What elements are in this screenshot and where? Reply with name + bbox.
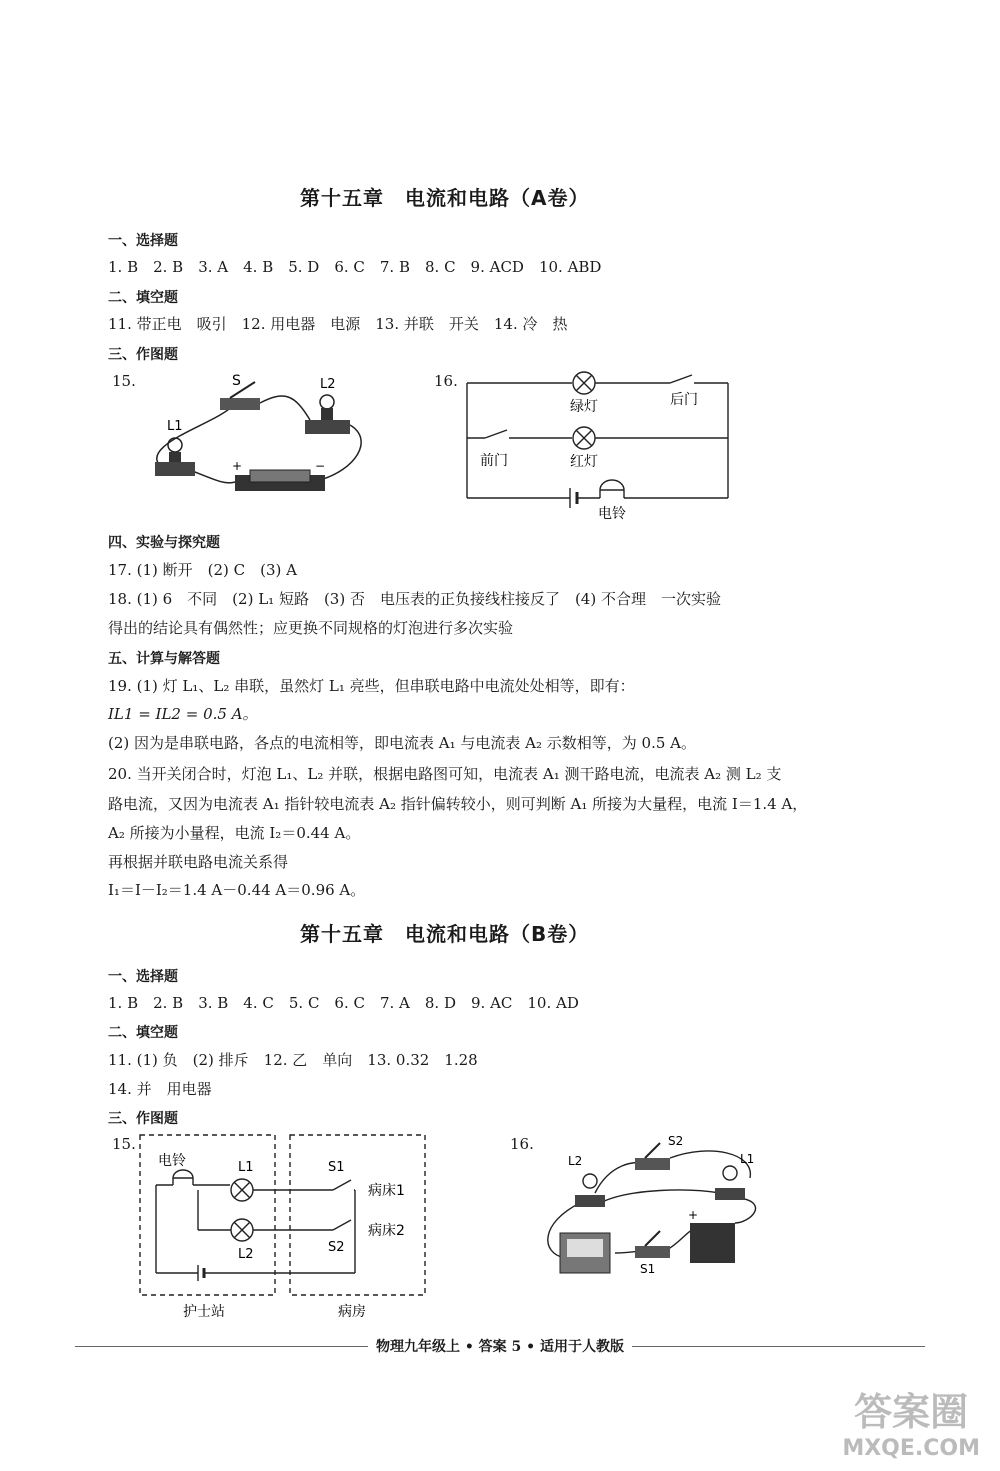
section-heading: 二、填空题 [108, 290, 178, 306]
label-plus: + [688, 1208, 699, 1222]
answer-line: I₁＝I－I₂＝1.4 A－0.44 A＝0.96 A。 [108, 881, 366, 899]
label-l2: L2 [238, 1247, 254, 1262]
section-heading: 二、填空题 [108, 1025, 178, 1041]
chapter-title-a: 第十五章 电流和电路（A卷） [300, 186, 590, 210]
footer-text: 物理九年级上 • 答案 5 • 适用于人教版 [368, 1339, 632, 1355]
answer-line: 11. 带正电 吸引 12. 用电器 电源 13. 并联 开关 14. 冷 热 [108, 315, 568, 333]
label-bell: 电铃 [158, 1153, 186, 1169]
section-heading: 五、计算与解答题 [108, 651, 220, 667]
answer-line: 14. 并 用电器 [108, 1080, 212, 1098]
question-number: 15. [112, 372, 136, 390]
label-l1: L1 [740, 1152, 755, 1166]
section-heading: 三、作图题 [108, 347, 178, 363]
question-number: 16. [510, 1135, 534, 1153]
watermark-top: 答案圈 [854, 1390, 969, 1434]
question-number: 15. [112, 1135, 136, 1153]
label-s2: S2 [328, 1240, 345, 1255]
label-l1: L1 [167, 419, 183, 434]
label-s1: S1 [328, 1160, 345, 1175]
label-l2: L2 [568, 1154, 583, 1168]
label-minus: − [315, 459, 326, 473]
watermark-bottom: MXQE.COM [842, 1436, 980, 1461]
answer-line: 17. (1) 断开 (2) C (3) A [108, 561, 297, 579]
section-heading: 一、选择题 [108, 969, 178, 985]
label-ward: 病房 [338, 1304, 366, 1320]
answer-line: A₂ 所接为小量程，电流 I₂＝0.44 A。 [108, 824, 361, 842]
circuit-figure-a15 [135, 370, 375, 500]
circuit-figure-b16 [540, 1133, 780, 1293]
watermark-logo [842, 1381, 980, 1461]
label-switch-s: S [232, 373, 241, 389]
label-bed1: 病床1 [368, 1183, 405, 1199]
answer-line: (2) 因为是串联电路，各点的电流相等，即电流表 A₁ 与电流表 A₂ 示数相等，为 0.5 A。 [108, 734, 697, 752]
label-nurse-station: 护士站 [183, 1304, 225, 1320]
label-red-lamp: 红灯 [570, 454, 598, 470]
section-heading: 三、作图题 [108, 1111, 178, 1127]
label-l2: L2 [320, 377, 336, 392]
label-s1: S1 [640, 1262, 656, 1276]
answer-line: IL1 = IL2 = 0.5 A。 [108, 705, 258, 723]
label-bed2: 病床2 [368, 1223, 405, 1239]
answer-line: 1. B 2. B 3. A 4. B 5. D 6. C 7. B 8. C 9. ACD 10. ABD [108, 258, 602, 276]
answer-line: 20. 当开关闭合时，灯泡 L₁、L₂ 并联，根据电路图可知，电流表 A₁ 测干路电流，电流表 A₂ 测 L₂ 支 [108, 765, 782, 783]
section-heading: 一、选择题 [108, 233, 178, 249]
answer-line: 再根据并联电路电流关系得 [108, 853, 289, 871]
label-s2: S2 [668, 1134, 684, 1148]
answer-line: 18. (1) 6 不同 (2) L₁ 短路 (3) 否 电压表的正负接线柱接反了 (4) 不合理 一次实验 [108, 590, 721, 608]
label-front-door: 前门 [480, 453, 508, 469]
answer-line: 19. (1) 灯 L₁、L₂ 串联，虽然灯 L₁ 亮些，但串联电路中电流处处相等，即有： [108, 677, 635, 695]
circuit-figure-b15 [138, 1133, 438, 1323]
label-green-lamp: 绿灯 [570, 399, 598, 415]
label-bell: 电铃 [598, 506, 626, 522]
section-heading: 四、实验与探究题 [108, 535, 220, 551]
answer-line: 11. (1) 负 (2) 排斥 12. 乙 单向 13. 0.32 1.28 [108, 1051, 478, 1069]
label-back-door: 后门 [670, 392, 698, 408]
answer-line: 得出的结论具有偶然性；应更换不同规格的灯泡进行多次实验 [108, 619, 514, 637]
question-number: 16. [434, 372, 458, 390]
label-plus: + [232, 459, 243, 473]
chapter-title-b: 第十五章 电流和电路（B卷） [300, 922, 590, 946]
circuit-figure-a16 [460, 368, 740, 523]
answer-line: 路电流，又因为电流表 A₁ 指针较电流表 A₂ 指针偏转较小，则可判断 A₁ 所接为大量程，电流 I＝1.4 A， [108, 795, 808, 813]
label-l1: L1 [238, 1160, 254, 1175]
page-footer [0, 1336, 1000, 1356]
answer-line: 1. B 2. B 3. B 4. C 5. C 6. C 7. A 8. D 9. AC 10. AD [108, 994, 579, 1012]
